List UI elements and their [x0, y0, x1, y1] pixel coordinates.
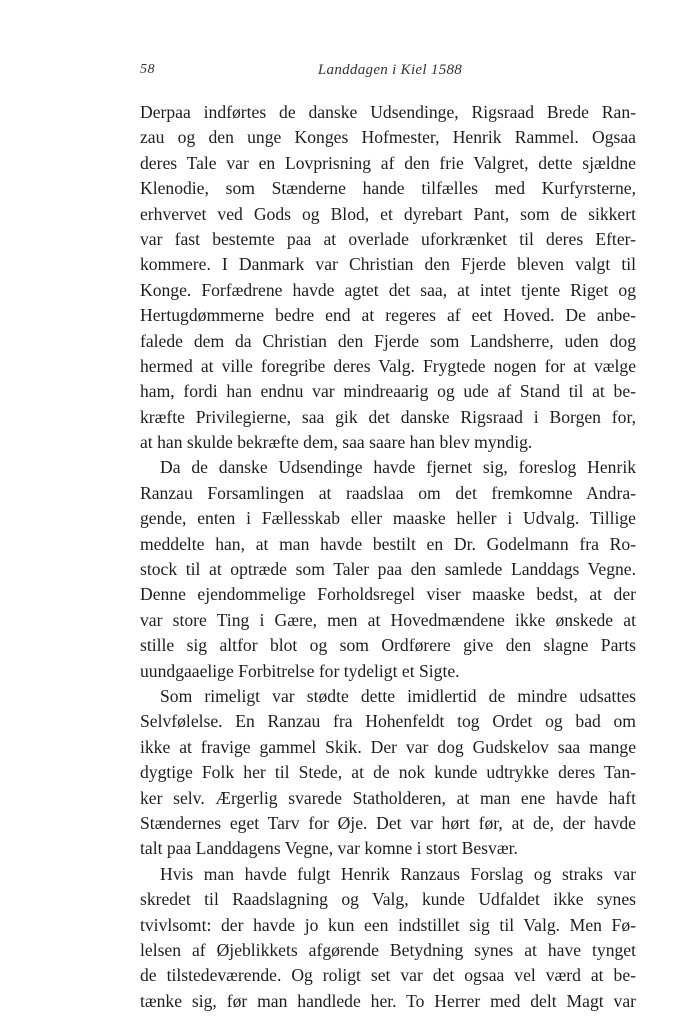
text-line: Klenodie, som Stænderne hande tilfælles med Kurfyrsterne, [140, 178, 636, 199]
text-line: Som rimeligt var stødte dette imidlertid de mindre udsattes [160, 685, 636, 706]
text-line: erhvervet ved Gods og Blod, et dyrebart Pant, som de sikkert [140, 203, 636, 224]
text-line: Derpaa indførtes de danske Udsendinge, Rigsraad Brede Ran- [140, 102, 636, 122]
text-line: Selvfølelse. En Ranzau fra Hohenfeldt tog Ordet og bad om [140, 711, 636, 732]
text-line: ikke at fravige gammel Skik. Der var dog Gudskelov saa mange [140, 736, 636, 757]
text-line: Ranzau Forsamlingen at raadslaa om det fremkomne Andra- [140, 482, 636, 503]
paragraph [140, 100, 636, 455]
text-line: Stændernes eget Tarv for Øje. Det var hørt før, at de, der havde [140, 812, 636, 833]
text-line: ham, fordi han endnu var mindreaarig og ude af Stand til at be- [140, 381, 636, 402]
text-line: ker selv. Ærgerlig svarede Statholderen, at man ene havde haft [140, 787, 636, 808]
text-line: Denne ejendommelige Forholdsregel viser maaske bedst, at der [140, 584, 636, 605]
text-line: talt paa Landdagens Vegne, var komne i stort Besvær. [140, 838, 518, 859]
text-line: falede dem da Christian den Fjerde som Landsherre, uden dog [140, 330, 636, 351]
text-line: uundgaaelige Forbitrelse for tydeligt et Sigte. [140, 660, 460, 681]
text-line: stille sig altfor blot og som Ordførere give den slagne Parts [140, 635, 636, 656]
body-text [140, 100, 636, 1014]
text-line: Konge. Forfædrene havde agtet det saa, at intet tjente Riget og [140, 279, 636, 300]
text-line: tvivlsomt: der havde jo kun een indstillet sig til Valg. Men Fø- [140, 914, 636, 935]
text-line: var store Ting i Gære, men at Hovedmændene ikke ønskede at [140, 609, 636, 630]
running-head [140, 62, 640, 84]
text-line: kommere. I Danmark var Christian den Fjerde bleven valgt til [140, 254, 636, 275]
text-line: hermed at ville foregribe deres Valg. Frygtede nogen for at vælge [140, 355, 636, 376]
text-line: stock til at optræde som Taler paa den samlede Landdags Vegne. [140, 559, 636, 580]
text-line: lelsen af Øjeblikkets afgørende Betydning synes at have tynget [140, 939, 636, 960]
text-line: skredet til Raadslagning og Valg, kunde Udfaldet ikke synes [140, 889, 636, 910]
text-line: at han skulde bekræfte dem, saa saare han blev myndig. [140, 432, 533, 453]
text-line: kræfte Privilegierne, saa gik det danske Rigsraad i Borgen for, [140, 406, 636, 427]
text-line: zau og den unge Konges Hofmester, Henrik Rammel. Ogsaa [140, 127, 636, 148]
text-line: Da de danske Udsendinge havde fjernet sig, foreslog Henrik [160, 457, 636, 478]
text-line: de tilstedeværende. Og roligt set var det ogsaa vel værd at be- [140, 965, 636, 986]
text-line: meddelte han, at man havde bestilt en Dr. Godelmann fra Ro- [140, 533, 636, 554]
paragraph [140, 684, 636, 862]
text-line: var fast bestemte paa at overlade uforkrænket til deres Efter- [140, 228, 636, 249]
paragraph [140, 455, 636, 684]
text-line: gende, enten i Fællesskab eller maaske heller i Udvalg. Tillige [140, 508, 636, 529]
text-line: deres Tale var en Lovprisning af den frie Valgret, dette sjældne [140, 152, 636, 173]
paragraph [140, 862, 636, 1014]
text-line: tænke sig, før man handlede her. To Herrer med delt Magt var [140, 990, 636, 1011]
running-title: Landdagen i Kiel 1588 [317, 62, 463, 78]
page-number: 58 [140, 62, 155, 77]
text-line: dygtige Folk her til Stede, at de nok kunde udtrykke deres Tan- [140, 762, 636, 783]
text-line: Hvis man havde fulgt Henrik Ranzaus Forslag og straks var [160, 863, 636, 884]
text-line: Hertugdømmerne bedre end at regeres af eet Hoved. De anbe- [140, 305, 636, 326]
